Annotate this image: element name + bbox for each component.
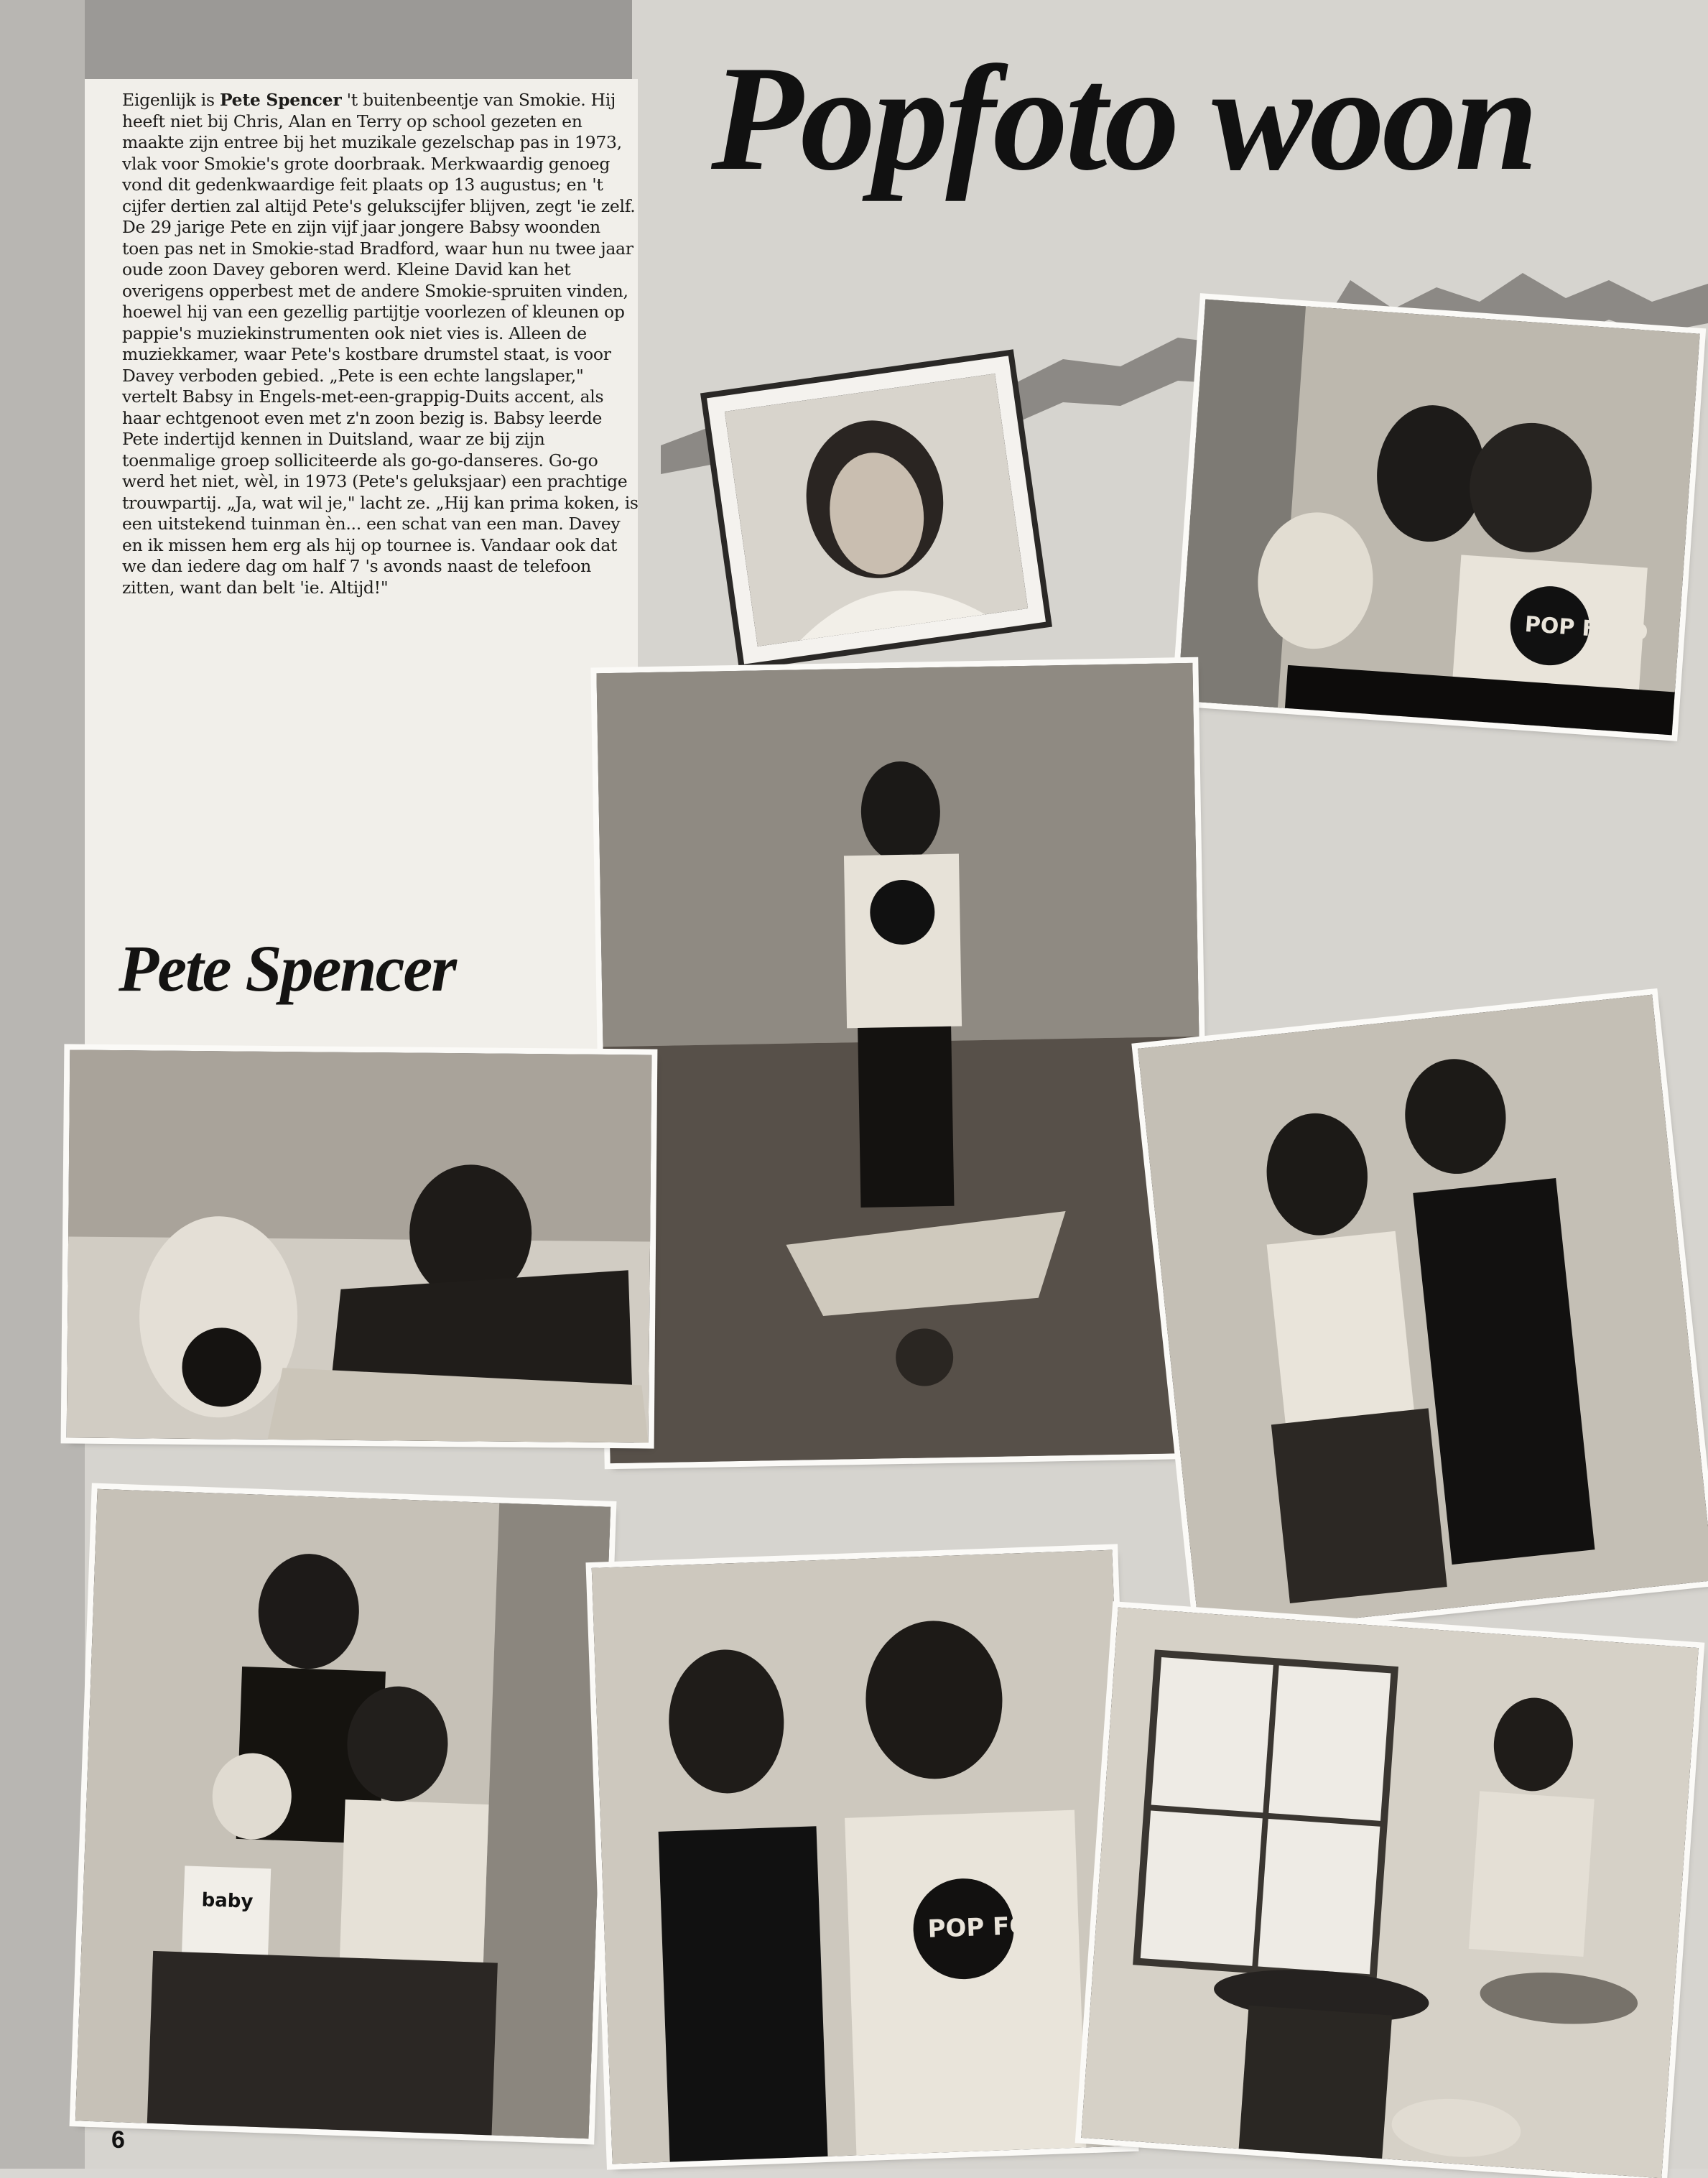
book-title: baby — [201, 1889, 254, 1913]
smiling-couple-photo — [592, 1550, 1133, 2164]
page-number: 6 — [111, 2126, 125, 2154]
shirt-logo-text: POP FOTO — [1523, 611, 1649, 646]
portrait-photo — [725, 374, 1028, 647]
article-body — [122, 90, 639, 598]
article-intro: Eigenlijk is — [122, 90, 220, 110]
shirt-logo-text-2: POP FOTO — [927, 1910, 1068, 1944]
headline: Popfoto woon — [711, 35, 1536, 202]
wheelbarrow-photo — [596, 663, 1206, 1463]
couple-photo — [1138, 995, 1708, 1635]
guitar-photo — [1177, 300, 1699, 736]
reading-photo — [75, 1489, 611, 2138]
teddy-bear-photo — [67, 1049, 652, 1442]
signature-title: Pete Spencer — [119, 932, 456, 1005]
article-text: 't buitenbeentje van Smokie. Hij heeft niet bij Chris, Alan en Terry op school gezeten en maakte zijn entree bij het muzikale gezelschap pas in 1973, vlak voor Smokie's grote doorbraak. Merkwaardig genoeg vond dit gedenkwaardige feit plaats op 13 augustus; en 't cijfer dertien zal altijd Pete's gelukscijfer blijven, zegt 'ie zelf. De 29 jarige Pete en zijn vijf jaar jongere Babsy woonden toen pas net in Smokie-stad Bradford, waar hun nu twee jaar oude zoon Davey geboren werd. Kleine David kan het overigens opperbest met de andere Smokie-spruiten vinden, hoewel hij van een gezellig partijtje voorlezen of kleunen op pappie's muziekinstrumenten ook niet vies is. Alleen de muziekkamer, waar Pete's kostbare drumstel staat, is voor Davey verboden gebied. „Pete is een echte langslaper," vertelt Babsy in Engels-met-een-grappig-Duits accent, als haar echtgenoot even met z'n zoon bezig is. Babsy leerde Pete indertijd kennen in Duitsland, waar ze bij zijn toenmalige groep solliciteerde als go-go-danseres. Go-go werd het niet, wèl, in 1973 (Pete's geluksjaar) een prachtige trouwpartij. „Ja, wat wil je," lacht ze. „Hij kan prima koken, is een uitstekend tuinman èn... een schat van een man. Davey en ik missen hem erg als hij op tournee is. Vandaar ook dat we dan iedere dag om half 7 's avonds naast de telefoon zitten, want dan belt 'ie. Altijd!" — [122, 90, 639, 598]
drums-photo — [1081, 1608, 1699, 2178]
article-subject-name: Pete Spencer — [219, 90, 342, 110]
header-gray-band — [0, 0, 632, 79]
